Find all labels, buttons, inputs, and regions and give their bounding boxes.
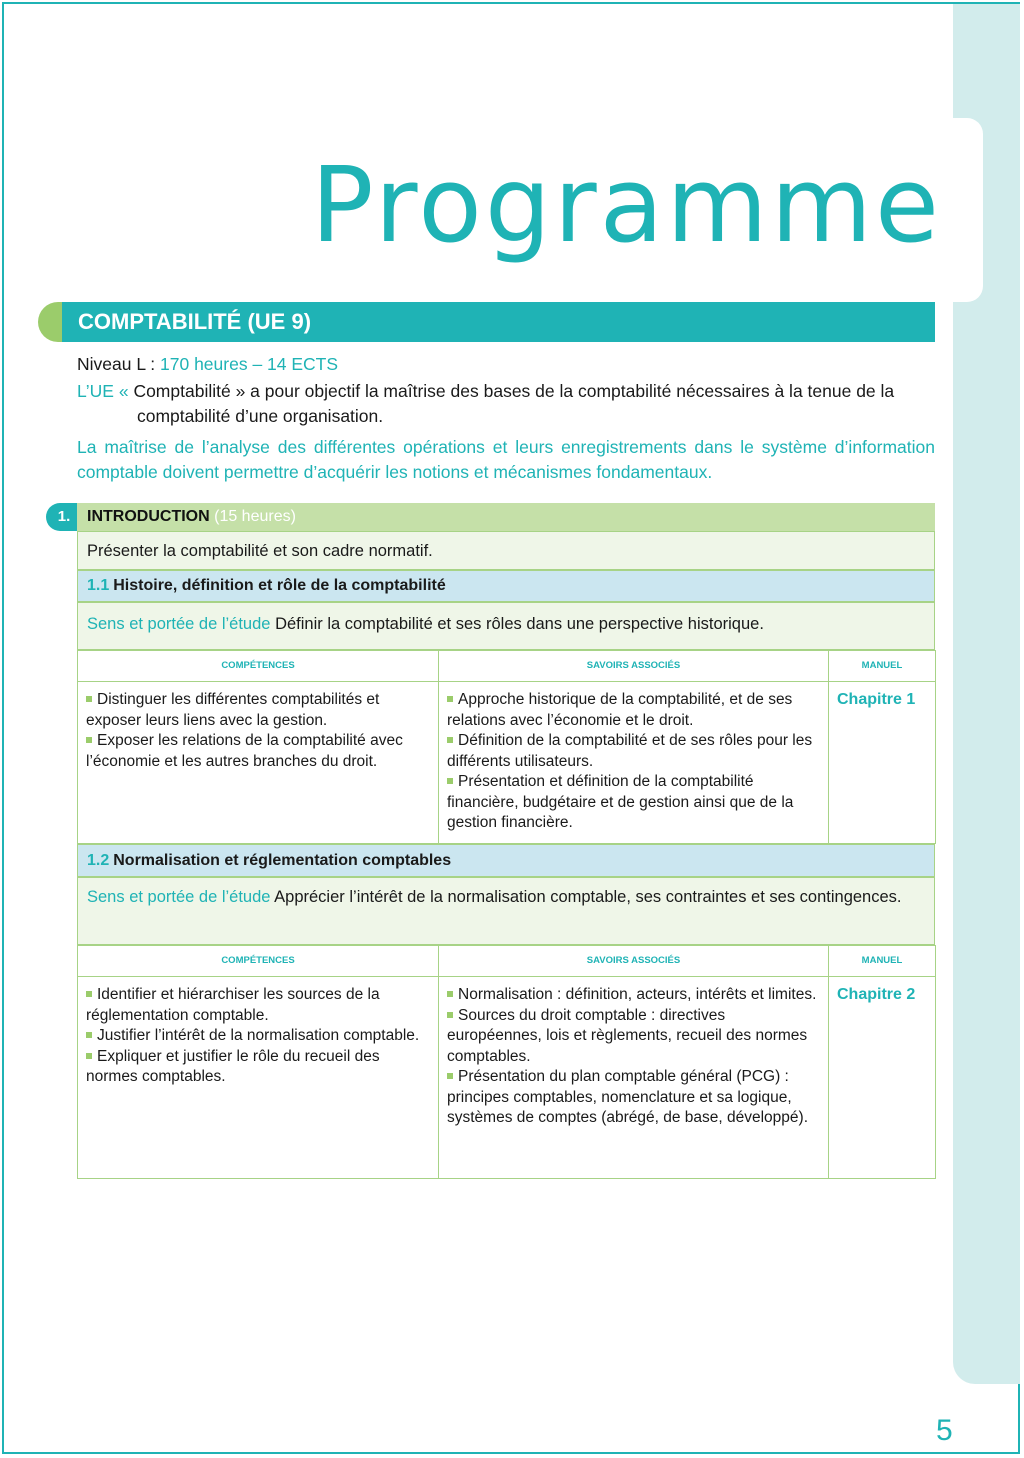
column-header: SAVOIRS ASSOCIÉS bbox=[439, 946, 829, 977]
subsection-number: 1.2 bbox=[87, 852, 110, 869]
table-header-row bbox=[78, 946, 936, 977]
savoirs-cell bbox=[439, 682, 829, 844]
list-item bbox=[86, 1026, 432, 1047]
bullet-icon bbox=[447, 778, 453, 784]
list-item-text: Expliquer et justifier le rôle du recueil des normes comptables. bbox=[86, 1047, 380, 1085]
subsection-heading bbox=[77, 570, 935, 602]
mastery-text: La maîtrise de l’analyse des différentes opérations et leurs enregistrements dans le système d’information comptable doivent permettre d’acquérir les notions et mécanismes fondamentaux. bbox=[77, 437, 935, 482]
sens-text: Définir la comptabilité et ses rôles dans une perspective historique. bbox=[275, 615, 764, 633]
bullet-icon bbox=[86, 1032, 92, 1038]
sens-label: Sens et portée de l’étude bbox=[87, 888, 271, 906]
table-row bbox=[78, 682, 936, 844]
sens-portee bbox=[77, 602, 935, 650]
list-item-text: Sources du droit comptable : directives européennes, lois et règlements, recueil des normes comptables. bbox=[447, 1006, 808, 1065]
subsection-title: Normalisation et réglementation comptables bbox=[113, 852, 452, 869]
level-label: Niveau L : bbox=[77, 354, 161, 374]
level-line bbox=[77, 352, 935, 377]
subsection-number: 1.1 bbox=[87, 577, 110, 594]
table-row bbox=[78, 977, 936, 1179]
objective-prefix: L’UE « bbox=[77, 381, 134, 401]
page-number: 5 bbox=[936, 1414, 953, 1447]
list-item bbox=[447, 1067, 822, 1129]
list-item-text: Présentation et définition de la comptabilité financière, budgétaire et de gestion ainsi que de la gestion financière. bbox=[447, 773, 794, 831]
list-item-text: Justifier l’intérêt de la normalisation comptable. bbox=[97, 1027, 420, 1044]
bullet-icon bbox=[86, 1053, 92, 1059]
column-header: COMPÉTENCES bbox=[78, 651, 439, 682]
list-item-text: Identifier et hiérarchiser les sources de la réglementation comptable. bbox=[86, 986, 380, 1024]
ue-intro bbox=[77, 352, 935, 485]
section-name: INTRODUCTION bbox=[87, 508, 210, 525]
manual-chapter-link[interactable]: Chapitre 1 bbox=[829, 682, 936, 844]
section-number: 1. bbox=[46, 503, 82, 531]
list-item bbox=[86, 690, 432, 731]
bullet-icon bbox=[447, 1073, 453, 1079]
manual-chapter-link[interactable]: Chapitre 2 bbox=[829, 977, 936, 1179]
skills-table bbox=[77, 945, 936, 1179]
bullet-icon bbox=[447, 1012, 453, 1018]
list-item-text: Distinguer les différentes comptabilités et exposer leurs liens avec la gestion. bbox=[86, 691, 380, 729]
section-description: Présenter la comptabilité et son cadre normatif. bbox=[77, 531, 935, 570]
list-item bbox=[447, 985, 822, 1006]
column-header: COMPÉTENCES bbox=[78, 946, 439, 977]
level-value: 170 heures – 14 ECTS bbox=[160, 354, 339, 374]
list-item-text: Normalisation : définition, acteurs, intérêts et limites. bbox=[458, 986, 817, 1003]
list-item bbox=[86, 985, 432, 1026]
list-item-text: Exposer les relations de la comptabilité avec l’économie et les autres branches du droit. bbox=[86, 732, 403, 770]
list-item bbox=[447, 731, 822, 772]
bullet-icon bbox=[86, 991, 92, 997]
table-header-row bbox=[78, 651, 936, 682]
page-title: Programme bbox=[310, 144, 942, 266]
subsection-heading bbox=[77, 844, 935, 877]
list-item-text: Approche historique de la comptabilité, et de ses relations avec l’économie et le droit. bbox=[447, 691, 793, 729]
competences-cell bbox=[78, 977, 439, 1179]
section-heading bbox=[77, 503, 935, 531]
objective-text: Comptabilité » a pour objectif la maîtrise des bases de la comptabilité nécessaires à la tenue de la comptabilité d’une organisation. bbox=[133, 381, 895, 426]
list-item bbox=[447, 690, 822, 731]
sens-label: Sens et portée de l’étude bbox=[87, 615, 271, 633]
bullet-icon bbox=[447, 696, 453, 702]
column-header: SAVOIRS ASSOCIÉS bbox=[439, 651, 829, 682]
savoirs-cell bbox=[439, 977, 829, 1179]
bullet-icon bbox=[86, 696, 92, 702]
skills-table bbox=[77, 650, 936, 844]
sens-portee bbox=[77, 877, 935, 945]
bullet-icon bbox=[86, 737, 92, 743]
list-item bbox=[86, 1047, 432, 1088]
competences-cell bbox=[78, 682, 439, 844]
bullet-icon bbox=[447, 737, 453, 743]
ue-heading: COMPTABILITÉ (UE 9) bbox=[62, 302, 935, 342]
objective-line bbox=[77, 379, 935, 429]
column-header: MANUEL bbox=[829, 651, 936, 682]
bullet-icon bbox=[447, 991, 453, 997]
section-hours: (15 heures) bbox=[214, 508, 296, 525]
list-item bbox=[86, 731, 432, 772]
list-item-text: Définition de la comptabilité et de ses rôles pour les différents utilisateurs. bbox=[447, 732, 813, 770]
ue-header bbox=[38, 302, 935, 342]
sens-text: Apprécier l’intérêt de la normalisation comptable, ses contraintes et ses contingences. bbox=[274, 888, 902, 906]
subsection-title: Histoire, définition et rôle de la comptabilité bbox=[113, 577, 446, 594]
list-item bbox=[447, 1006, 822, 1068]
list-item bbox=[447, 772, 822, 834]
column-header: MANUEL bbox=[829, 946, 936, 977]
list-item-text: Présentation du plan comptable général (PCG) : principes comptables, nomenclature et sa logique, systèmes de comptes (abrégé, de base, développé). bbox=[447, 1068, 809, 1126]
